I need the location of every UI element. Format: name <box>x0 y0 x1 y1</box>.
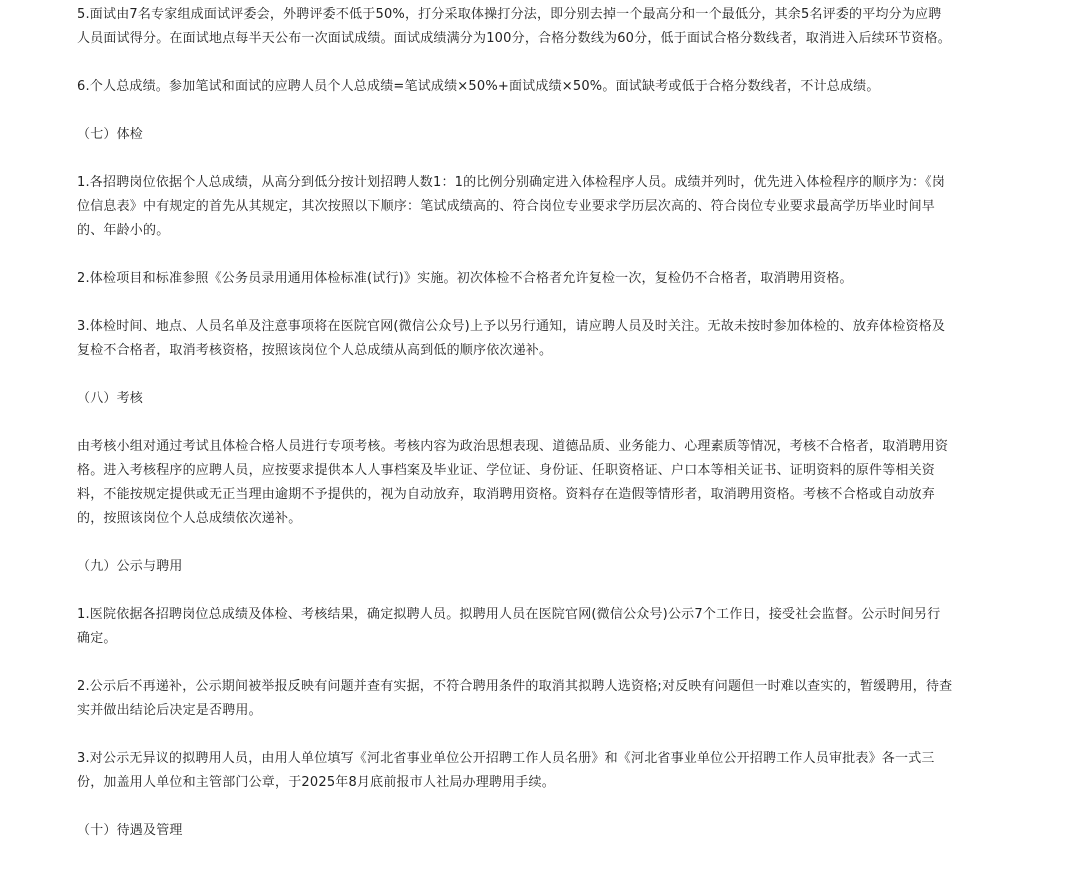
paragraph-total-score: 6.个人总成绩。参加笔试和面试的应聘人员个人总成绩=笔试成绩×50%+面试成绩×50%。面试缺考或低于合格分数线者，不计总成绩。 <box>77 79 880 94</box>
paragraph-publicity-1: 1.医院依据各招聘岗位总成绩及体检、考核结果，确定拟聘人员。拟聘用人员在医院官网(微信公众号)公示7个工作日，接受社会监督。公示时间另行确定。 <box>77 607 941 646</box>
section-heading-assessment: （八）考核 <box>77 391 144 406</box>
paragraph-interview-scoring: 5.面试由7名专家组成面试评委会，外聘评委不低于50%，打分采取体操打分法，即分别去掉一个最高分和一个最低分，其余5名评委的平均分为应聘人员面试得分。在面试地点每半天公布一次面试成绩。面试成绩满分为100分，合格分数线为60分，低于面试合格分数线者，取消进入后续环节资格。 <box>77 7 951 46</box>
paragraph-exam-notice: 3.体检时间、地点、人员名单及注意事项将在医院官网(微信公众号)上予以另行通知，请应聘人员及时关注。无故未按时参加体检的、放弃体检资格及复检不合格者，取消考核资格，按照该岗位个人总成绩从高到低的顺序依次递补。 <box>77 319 946 358</box>
paragraph-publicity-2: 2.公示后不再递补，公示期间被举报反映有问题并查有实据，不符合聘用条件的取消其拟聘人选资格;对反映有问题但一时难以查实的，暂缓聘用，待查实并做出结论后决定是否聘用。 <box>77 679 953 718</box>
section-heading-physical-exam: （七）体检 <box>77 127 144 142</box>
section-heading-treatment: （十）待遇及管理 <box>77 823 183 838</box>
paragraph-publicity-3: 3.对公示无异议的拟聘用人员，由用人单位填写《河北省事业单位公开招聘工作人员名册》和《河北省事业单位公开招聘工作人员审批表》各一式三份，加盖用人单位和主管部门公章，于2025年8月底前报市人社局办理聘用手续。 <box>77 751 935 790</box>
paragraph-assessment: 由考核小组对通过考试且体检合格人员进行专项考核。考核内容为政治思想表现、道德品质、业务能力、心理素质等情况，考核不合格者，取消聘用资格。进入考核程序的应聘人员，应按要求提供本人人事档案及毕业证、学位证、身份证、任职资格证、户口本等相关证书、证明资料的原件等相关资料，不能按规定提供或无正当理由逾期不予提供的，视为自动放弃，取消聘用资格。资料存在造假等情形者，取消聘用资格。考核不合格或自动放弃的，按照该岗位个人总成绩依次递补。 <box>77 439 949 526</box>
paragraph-exam-selection: 1.各招聘岗位依据个人总成绩，从高分到低分按计划招聘人数1：1的比例分别确定进入体检程序人员。成绩并列时，优先进入体检程序的顺序为：《岗位信息表》中有规定的首先从其规定，其次按照以下顺序：笔试成绩高的、符合岗位专业要求学历层次高的、符合岗位专业要求最高学历毕业时间早的、年龄小的。 <box>77 175 946 238</box>
section-heading-publicity-hiring: （九）公示与聘用 <box>77 559 183 574</box>
paragraph-exam-standard: 2.体检项目和标准参照《公务员录用通用体检标准(试行)》实施。初次体检不合格者允许复检一次，复检仍不合格者，取消聘用资格。 <box>77 271 853 286</box>
article-body <box>77 3 953 867</box>
